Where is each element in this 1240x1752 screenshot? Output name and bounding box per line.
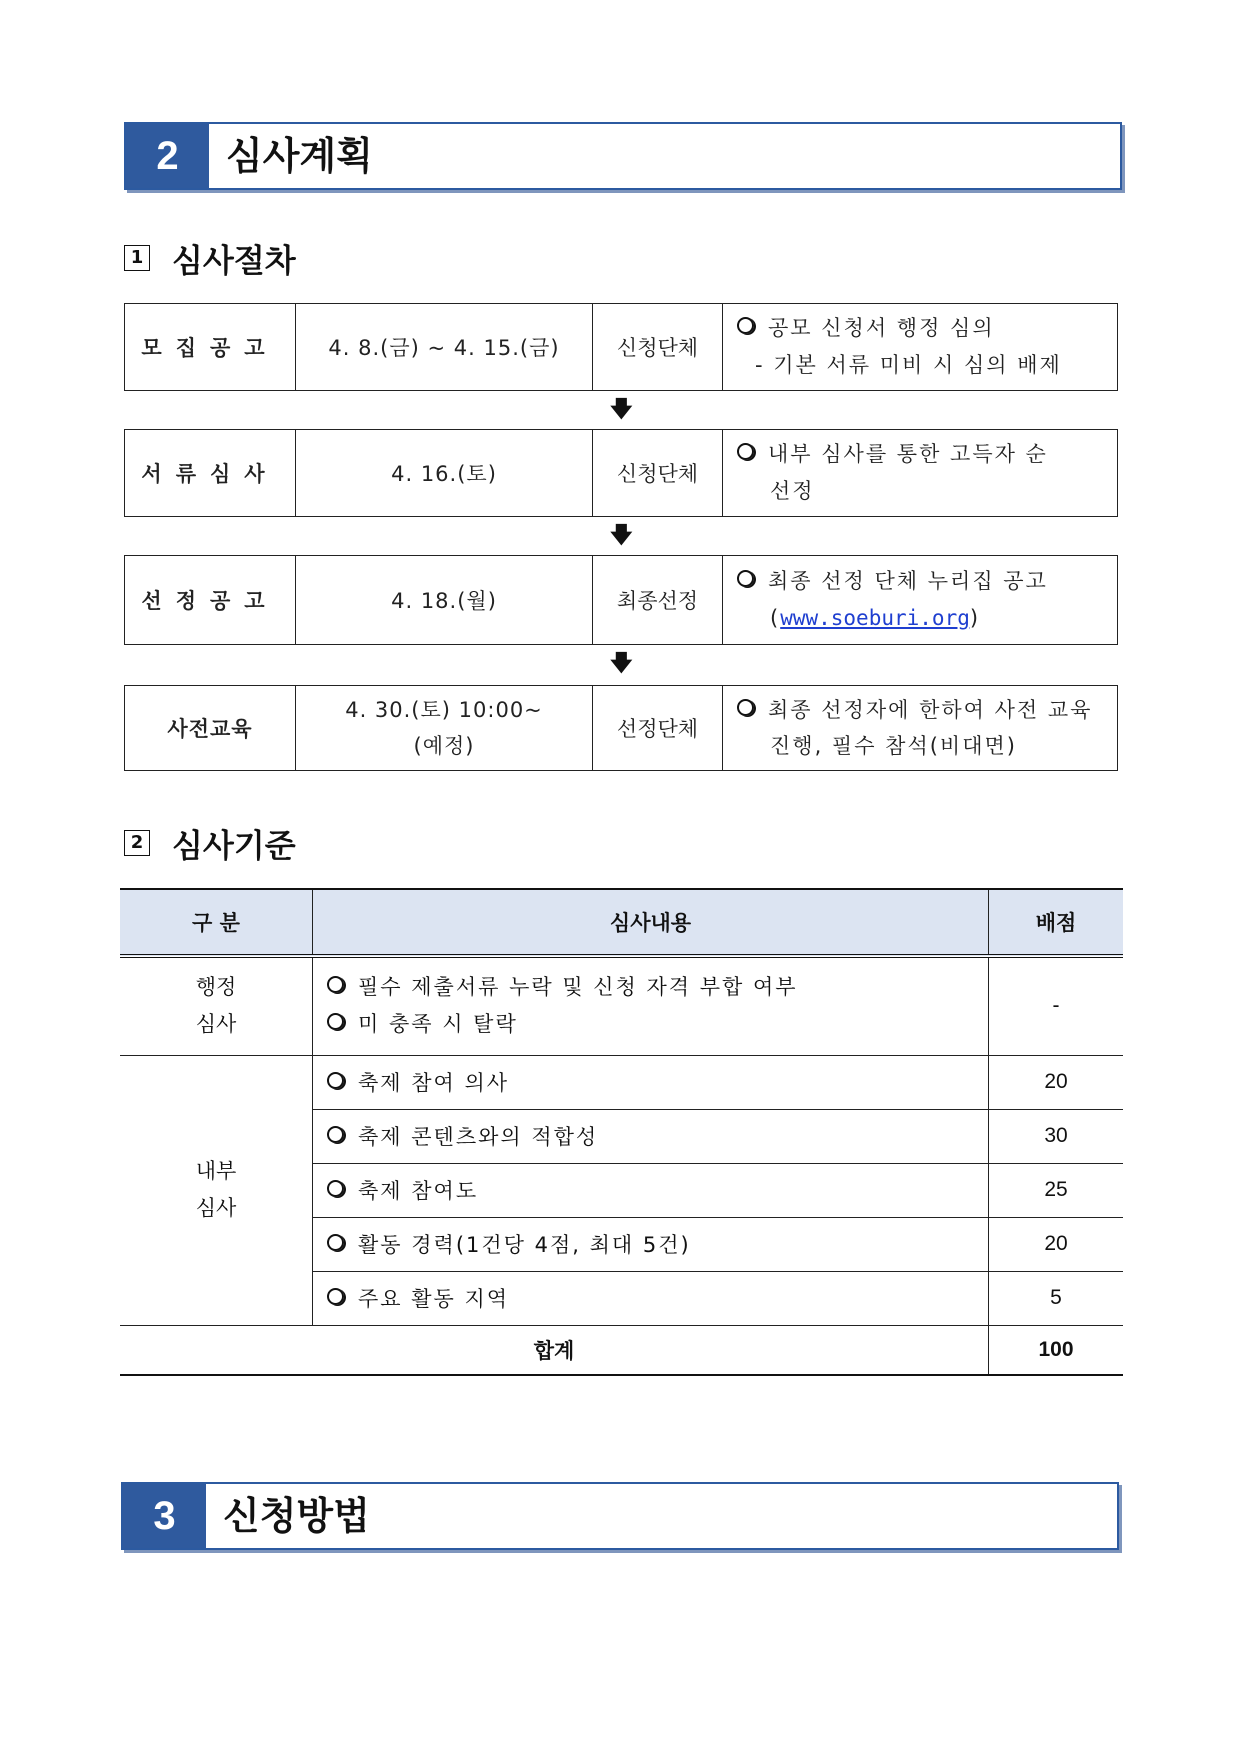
- section-number: 2: [126, 124, 209, 188]
- category-cell: 내부 심사: [120, 1055, 313, 1325]
- bullet-circle-icon: [737, 699, 754, 716]
- content-cell: 활동 경력(1건당 4점, 최대 5건): [313, 1217, 989, 1271]
- score-cell: 25: [989, 1163, 1124, 1217]
- procedure-step: [124, 555, 1118, 645]
- table-row: [120, 956, 1123, 1055]
- arrow-down-icon: 🡇: [610, 523, 633, 548]
- subsection-number: 2: [124, 830, 150, 856]
- column-header-content: 심사내용: [313, 889, 989, 956]
- step-date: 4. 30.(토) 10:00~ (예정): [296, 686, 593, 771]
- content-cell: 축제 참여도: [313, 1163, 989, 1217]
- content-cell: 필수 제출서류 누락 및 신청 자격 부합 여부 미 충족 시 탈락: [313, 956, 989, 1055]
- step-description: 최종 선정 단체 누리집 공고 (www.soeburi.org): [723, 556, 1118, 645]
- bullet-circle-icon: [327, 1126, 344, 1143]
- step-actor: 선정단체: [593, 686, 723, 771]
- section-title: 신청방법: [223, 1494, 370, 1538]
- step-stage: 서류심사: [125, 430, 296, 517]
- content-cell: 축제 참여 의사: [313, 1055, 989, 1109]
- table-row: [120, 1055, 1123, 1109]
- score-cell: 20: [989, 1055, 1124, 1109]
- bullet-circle-icon: [327, 1072, 344, 1089]
- subsection-heading: [124, 825, 296, 865]
- step-description: 내부 심사를 통한 고득자 순 선정: [723, 430, 1118, 517]
- column-header-score: 배점: [989, 889, 1124, 956]
- content-cell: 주요 활동 지역: [313, 1271, 989, 1325]
- step-date: 4. 8.(금) ~ 4. 15.(금): [296, 304, 593, 391]
- subsection-title: 심사기준: [172, 826, 296, 865]
- content-cell: 축제 콘텐츠와의 적합성: [313, 1109, 989, 1163]
- step-stage: 선정공고: [125, 556, 296, 645]
- column-header-category: 구 분: [120, 889, 313, 956]
- step-description: 공모 신청서 행정 심의 - 기본 서류 미비 시 심의 배제: [723, 304, 1118, 391]
- score-cell: 5: [989, 1271, 1124, 1325]
- section-title: 심사계획: [226, 134, 373, 178]
- subsection-number: 1: [124, 245, 150, 271]
- category-cell: 행정 심사: [120, 956, 313, 1055]
- step-actor: 최종선정: [593, 556, 723, 645]
- bullet-circle-icon: [327, 1234, 344, 1251]
- step-actor: 신청단체: [593, 304, 723, 391]
- total-label: 합계: [120, 1325, 989, 1375]
- subsection-title: 심사절차: [172, 241, 296, 280]
- score-cell: 30: [989, 1109, 1124, 1163]
- bullet-circle-icon: [737, 317, 754, 334]
- section-number: 3: [123, 1484, 206, 1548]
- total-score: 100: [989, 1325, 1124, 1375]
- step-date: 4. 16.(토): [296, 430, 593, 517]
- procedure-step: [124, 429, 1118, 517]
- bullet-circle-icon: [327, 1288, 344, 1305]
- procedure-step: [124, 303, 1118, 391]
- step-description: 최종 선정자에 한하여 사전 교육 진행, 필수 참석(비대면): [723, 686, 1118, 771]
- website-link[interactable]: www.soeburi.org: [780, 606, 970, 630]
- bullet-circle-icon: [737, 443, 754, 460]
- section-header: [124, 122, 1122, 190]
- arrow-down-icon: 🡇: [610, 397, 633, 422]
- step-stage: 사전교육: [125, 686, 296, 771]
- step-date: 4. 18.(월): [296, 556, 593, 645]
- section-header: [121, 1482, 1119, 1550]
- bullet-circle-icon: [327, 1180, 344, 1197]
- step-actor: 신청단체: [593, 430, 723, 517]
- subsection-heading: [124, 240, 296, 280]
- score-cell: -: [989, 956, 1124, 1055]
- bullet-circle-icon: [327, 976, 344, 993]
- score-cell: 20: [989, 1217, 1124, 1271]
- arrow-down-icon: 🡇: [610, 651, 633, 676]
- bullet-circle-icon: [327, 1013, 344, 1030]
- criteria-table: [120, 888, 1123, 1376]
- total-row: [120, 1325, 1123, 1375]
- bullet-circle-icon: [737, 570, 754, 587]
- procedure-step: [124, 685, 1118, 771]
- step-stage: 모집공고: [125, 304, 296, 391]
